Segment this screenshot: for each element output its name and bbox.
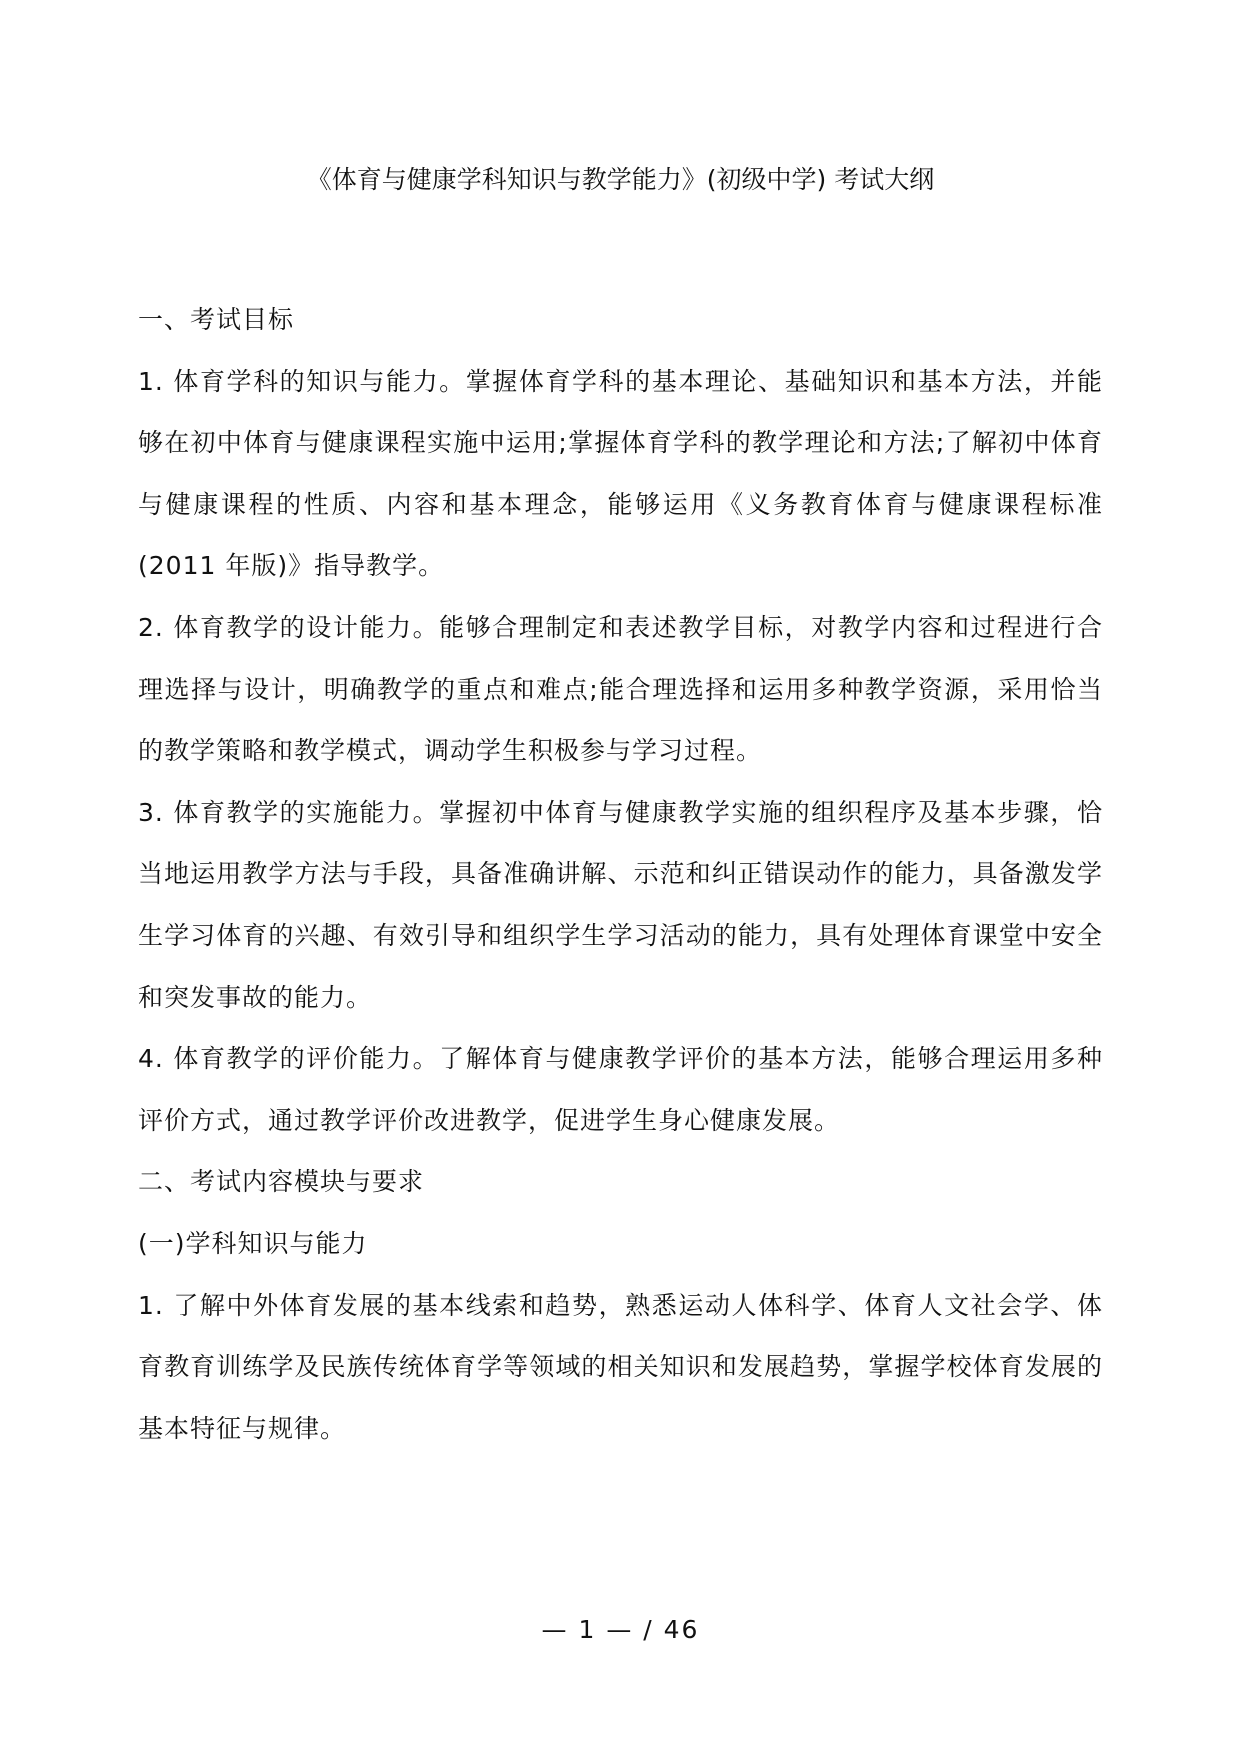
paragraph-teaching-design: 2. 体育教学的设计能力。能够合理制定和表述教学目标，对教学内容和过程进行合理选择与设计，明确教学的重点和难点;能合理选择和运用多种教学资源，采用恰当的教学策略和教学模式，调动学生积极参与学习过程。	[138, 612, 1103, 766]
paragraph-teaching-implementation: 3. 体育教学的实施能力。掌握初中体育与健康教学实施的组织程序及基本步骤，恰当地运用教学方法与手段，具备准确讲解、示范和纠正错误动作的能力，具备激发学生学习体育的兴趣、有效引导和组织学生学习活动的能力，具有处理体育课堂中安全和突发事故的能力。	[138, 797, 1103, 1012]
paragraph-subject-knowledge: 1. 体育学科的知识与能力。掌握体育学科的基本理论、基础知识和基本方法，并能够在初中体育与健康课程实施中运用;掌握体育学科的教学理论和方法;了解初中体育与健康课程的性质、内容和基本理念，能够运用《义务教育体育与健康课程标准(2011 年版)》指导教学。	[138, 366, 1103, 581]
section-heading-exam-goals: 一、考试目标	[138, 305, 295, 334]
subsection-heading-subject-knowledge: (一)学科知识与能力	[138, 1228, 368, 1258]
section-heading-exam-content: 二、考试内容模块与要求	[138, 1167, 425, 1197]
document-title: 《体育与健康学科知识与教学能力》(初级中学) 考试大纲	[306, 165, 935, 194]
document-body	[138, 289, 1103, 1459]
page-indicator: — 1 — / 46	[541, 1615, 700, 1644]
paragraph-teaching-evaluation: 4. 体育教学的评价能力。了解体育与健康教学评价的基本方法，能够合理运用多种评价方式，通过教学评价改进教学，促进学生身心健康发展。	[138, 1044, 1103, 1135]
paragraph-sports-development: 1. 了解中外体育发展的基本线索和趋势，熟悉运动人体科学、体育人文社会学、体育教育训练学及民族传统体育学等领域的相关知识和发展趋势，掌握学校体育发展的基本特征与规律。	[138, 1290, 1103, 1443]
